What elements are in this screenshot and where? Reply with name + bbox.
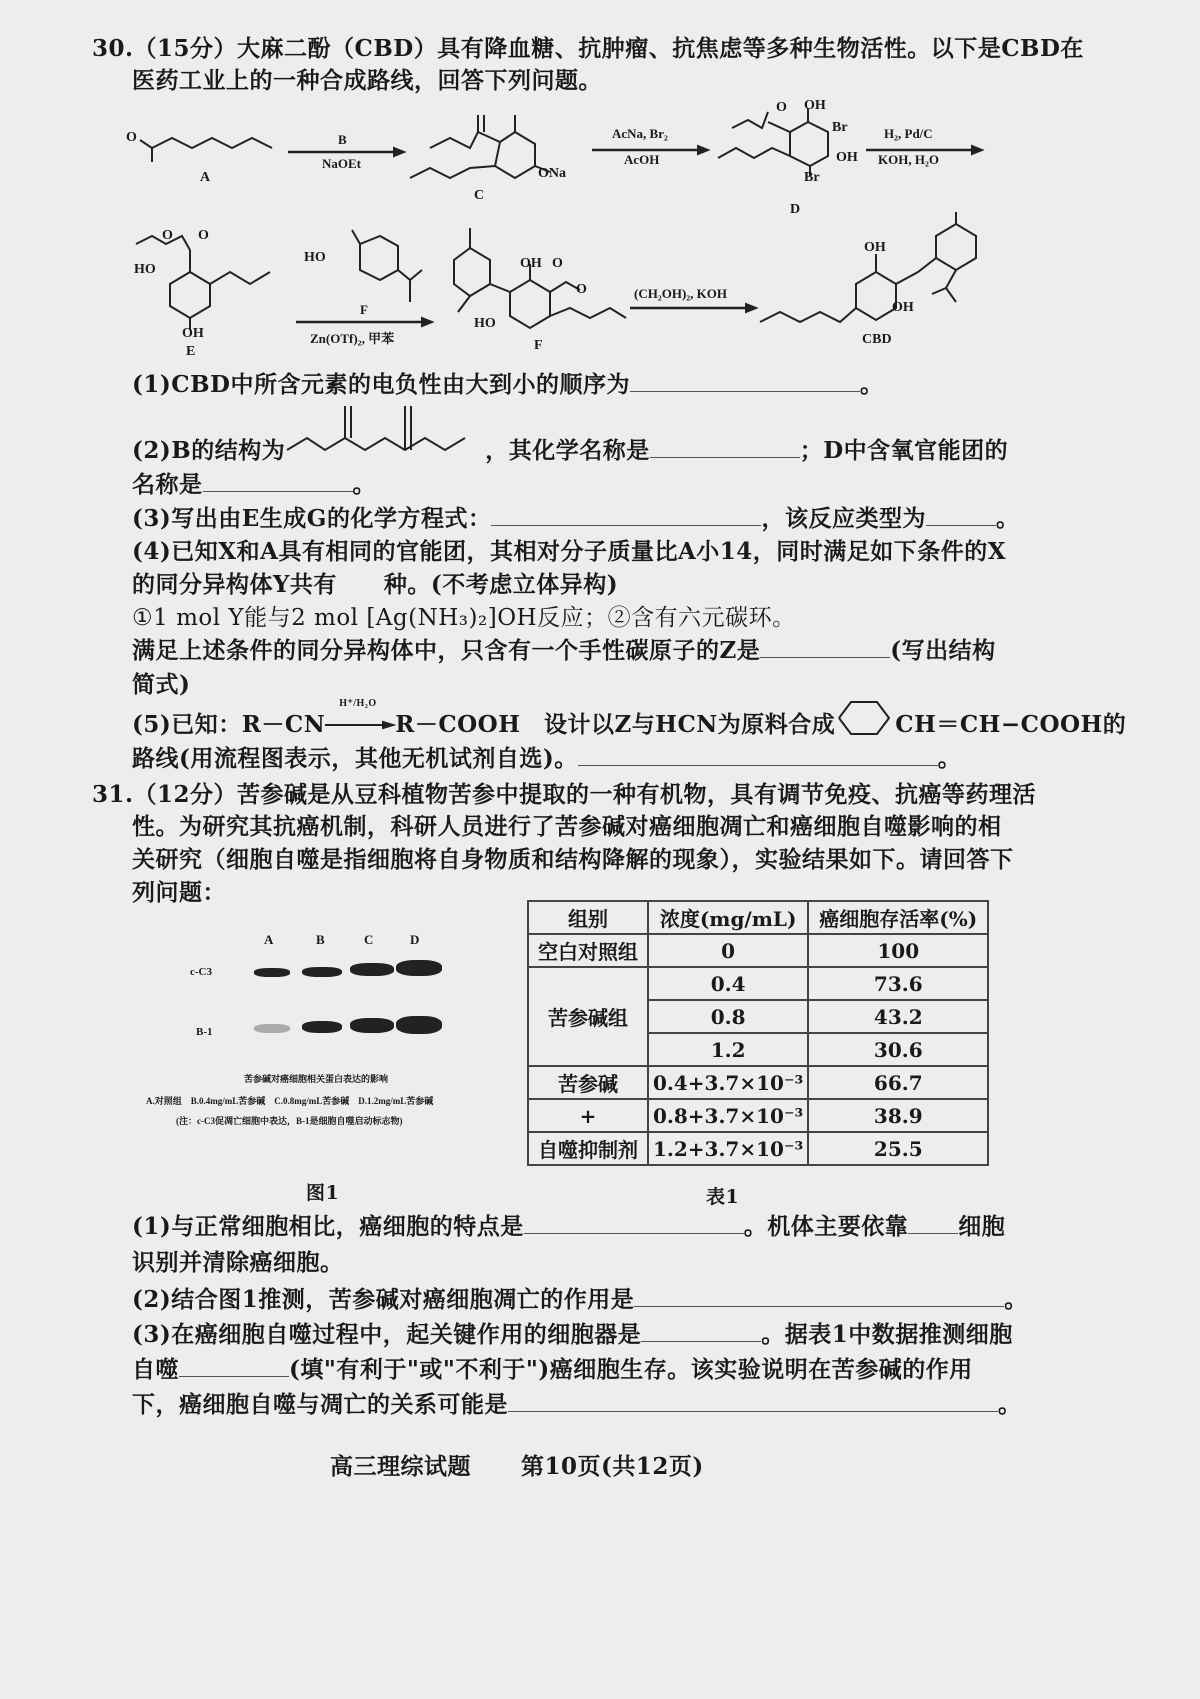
figure-caption-legend: A.对照组 B.0.4mg/mL苦参碱 C.0.8mg/mL苦参碱 D.1.2mg/mL苦参碱	[146, 1096, 434, 1106]
q31-part3: (3)在癌细胞自噬过程中，起关键作用的细胞器是 。据表1中数据推测细胞	[132, 1321, 1013, 1348]
page-number: 第10页(共12页)	[521, 1453, 704, 1480]
q31-part1-cont: 识别并清除癌细胞。	[132, 1249, 344, 1276]
row-label-cc3: c-C3	[190, 966, 212, 978]
q30-part1: (1)CBD中所含元素的电负性由大到小的顺序为 。	[132, 371, 884, 398]
q30-part2: (2)B的结构为 ，其化学名称是 ；D中含氧官能团的	[132, 437, 1009, 464]
q30-part5: (5)已知：R－CN H⁺/H₂O R－COOH 设计以Z与HCN为原料合成 CH＝CH−COOH的	[132, 698, 1127, 738]
band	[254, 968, 290, 977]
table-row: 自噬抑制剂 1.2+3.7×10⁻³ 25.5	[528, 1132, 988, 1165]
q30-part4-conditions: ①1 mol Y能与2 mol [Ag(NH₃)₂]OH反应；②含有六元碳环。	[132, 605, 796, 631]
q30-part4-line5: 简式)	[132, 671, 191, 698]
atom-label: HO	[134, 262, 156, 277]
cyclohexyl-ring-icon	[835, 712, 895, 732]
atom-label: O	[776, 100, 787, 115]
table-row: 空白对照组 0 100	[528, 934, 988, 967]
q31-part2: (2)结合图1推测，苦参碱对癌细胞凋亡的作用是 。	[132, 1286, 1028, 1313]
compound-d-label: D	[790, 202, 801, 217]
step1-reagent: B	[338, 132, 347, 147]
q30-intro-line1: 30.（15分）大麻二酚（CBD）具有降血糖、抗肿瘤、抗焦虑等多种生物活性。以下是CBD在	[92, 35, 1084, 62]
header-cell: 浓度(mg/mL)	[648, 901, 808, 934]
footer-title: 高三理综试题	[330, 1453, 471, 1480]
table-row: + 0.8+3.7×10⁻³ 38.9	[528, 1099, 988, 1132]
header-cell: 癌细胞存活率(%)	[808, 901, 988, 934]
atom-label: O	[198, 228, 209, 243]
q31-part3-line3: 下，癌细胞自噬与凋亡的关系可能是 。	[132, 1391, 1022, 1418]
q31-intro-line4: 列问题：	[132, 879, 226, 906]
band	[350, 1018, 394, 1033]
compound-b-structure	[285, 438, 485, 458]
figure-label: 图1	[306, 1182, 340, 1204]
cbd-structure	[760, 212, 980, 332]
lane-label: B	[316, 932, 325, 947]
atom-label: HO	[304, 250, 326, 265]
figure-caption-note: (注：c-C3促凋亡细胞中表达，B-1是细胞自噬启动标志物)	[176, 1116, 403, 1126]
atom-label: Br	[832, 120, 848, 135]
q31-intro-line1: 31.（12分）苦参碱是从豆科植物苦参中提取的一种有机物，具有调节免疫、抗癌等药理活	[92, 781, 1037, 808]
step5-reagent: (CH₂OH)₂, KOH	[634, 286, 728, 301]
table-header-row	[528, 901, 988, 934]
atom-label: O	[576, 282, 587, 297]
step2-condition: AcOH	[624, 152, 660, 167]
q30-part4-line4: 满足上述条件的同分异构体中，只含有一个手性碳原子的Z是 (写出结构	[132, 637, 996, 664]
atom-label: ONa	[538, 166, 566, 181]
q31-intro-line2: 性。为研究其抗癌机制，科研人员进行了苦参碱对癌细胞凋亡和癌细胞自噬影响的相	[132, 813, 1002, 840]
compound-e-label: E	[186, 344, 196, 359]
step2-reagent: AcNa, Br₂	[612, 126, 668, 141]
q30-part4-line1: (4)已知X和A具有相同的官能团，其相对分子质量比A小14，同时满足如下条件的X	[132, 538, 1007, 565]
table-row: 0.8 43.2	[528, 1000, 988, 1033]
table-row: 苦参碱 0.4+3.7×10⁻³ 66.7	[528, 1066, 988, 1099]
survival-table	[527, 900, 989, 1166]
band	[396, 960, 442, 976]
compound-e-structure	[132, 232, 282, 332]
table-label: 表1	[706, 1186, 740, 1208]
q31-part1: (1)与正常细胞相比，癌细胞的特点是 。机体主要依靠 细胞	[132, 1213, 1006, 1240]
atom-label: OH	[804, 98, 826, 113]
cbd-label: CBD	[862, 332, 892, 347]
q31-intro-line3: 关研究（细胞自噬是指细胞将自身物质和结构降解的现象），实验结果如下。请回答下	[132, 846, 1014, 873]
compound-g-label: F	[534, 338, 543, 353]
q30-part2-cont: 名称是 。	[132, 471, 376, 498]
table-row: 1.2 30.6	[528, 1033, 988, 1066]
atom-label: HO	[474, 316, 496, 331]
lane-label: C	[364, 932, 374, 947]
atom-label: OH	[892, 300, 914, 315]
reaction-arrow-4	[296, 318, 436, 328]
atom-label: O	[552, 256, 563, 271]
band	[254, 1024, 290, 1033]
q30-intro-line2: 医药工业上的一种合成路线，回答下列问题。	[132, 67, 602, 94]
q30-part5-cont: 路线(用流程图表示，其他无机试剂自选)。 。	[132, 745, 962, 772]
band	[302, 967, 342, 977]
figure-caption-title: 苦参碱对癌细胞相关蛋白表达的影响	[244, 1074, 389, 1084]
atom-label: Br	[804, 170, 820, 185]
band	[396, 1016, 442, 1034]
q30-part4-line2: 的同分异构体Y共有 种。(不考虑立体异构)	[132, 571, 619, 598]
row-label-b1: B-1	[196, 1026, 213, 1038]
atom-label: OH	[182, 326, 204, 341]
lane-label: A	[264, 932, 274, 947]
step4-reagent: F	[360, 302, 368, 317]
step3-reagent: H₂, Pd/C	[884, 126, 933, 141]
step3-condition: KOH, H₂O	[878, 152, 939, 167]
header-cell: 组别	[528, 901, 648, 934]
compound-f-structure	[330, 230, 430, 310]
lane-label: D	[410, 932, 420, 947]
reaction-arrow-5	[630, 304, 760, 314]
atom-label: O	[162, 228, 173, 243]
band	[302, 1021, 342, 1033]
atom-label: OH	[520, 256, 542, 271]
step4-condition: Zn(OTf)₂, 甲苯	[310, 331, 395, 346]
table-row: 苦参碱组 0.4 73.6	[528, 967, 988, 1000]
atom-label: O	[126, 130, 137, 145]
footer	[330, 1448, 704, 1481]
compound-a-label: A	[200, 170, 211, 185]
atom-label: OH	[864, 240, 886, 255]
q31-part3-line2: 自噬 (填"有利于"或"不利于")癌细胞生存。该实验说明在苦参碱的作用	[132, 1356, 973, 1383]
step1-condition: NaOEt	[322, 156, 361, 171]
q30-part3: (3)写出由E生成G的化学方程式： ，该反应类型为 。	[132, 505, 1020, 532]
compound-a-structure	[130, 130, 280, 170]
atom-label: OH	[836, 150, 858, 165]
compound-c-label: C	[474, 188, 485, 203]
band	[350, 963, 394, 976]
compound-d-structure	[718, 100, 868, 190]
